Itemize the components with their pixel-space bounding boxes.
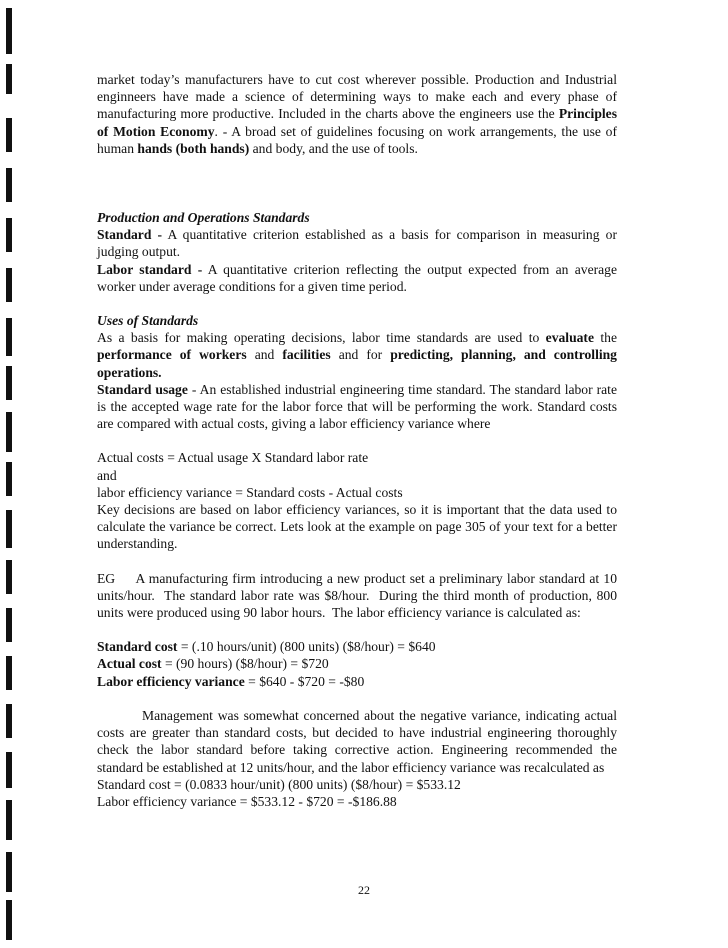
intro-text: . - A broad set of guidelines focusing on work arrangements, the use of human — [97, 123, 617, 156]
example-actual-cost: Actual cost = (90 hours) ($8/hour) = $720 — [97, 656, 329, 672]
example-standard-cost: Standard cost = (.10 hours/unit) (800 units) ($8/hour) = $640 — [97, 639, 436, 655]
formula-actual-costs: Actual costs = Actual usage X Standard labor rate — [97, 450, 369, 466]
standard-usage-definition: Standard usage - An established industrial engineering time standard. The standard labor rate is the accepted wage rate for the labor force that will be performing the work. Standard costs are compared with actual costs, giving a labor efficiency variance where — [97, 381, 617, 432]
standard-term: Standard - — [97, 227, 163, 243]
formula-note: Key decisions are based on labor efficiency variances, so it is important that the data used to calculate the variance be correct. Lets look at the example on page 305 of your text for a better understanding. — [97, 502, 617, 552]
binder-mark — [6, 218, 12, 252]
formula-variance: labor efficiency variance = Standard costs - Actual costs — [97, 484, 403, 500]
binder-mark — [6, 64, 12, 94]
binder-mark — [6, 752, 12, 788]
binder-mark — [6, 318, 12, 356]
binder-mark — [6, 366, 12, 400]
section-heading-uses: Uses of Standards — [97, 313, 199, 329]
formula-and: and — [97, 467, 117, 483]
uses-paragraph: As a basis for making operating decisions, labor time standards are used to evaluate the performance of workers and facilities and for predicting, planning, and controlling operations. — [97, 330, 617, 380]
binder-mark — [6, 900, 12, 940]
intro-text: market today’s manufacturers have to cut cost wherever possible. Production and Industrial enginneers have made a science of determining ways to make each and every phase of manufacturing more productive. Included in the charts above the engineers use the — [97, 72, 617, 122]
binder-mark — [6, 656, 12, 690]
conclusion-paragraph: Management was somewhat concerned about the negative variance, indicating actual costs are greater than standard costs, but decided to have industrial engineering thoroughly check the labor standard before taking corrective action. Engineering recommended the standard be established at 12 units/hour, and the labor efficiency variance was recalculated as — [97, 707, 617, 775]
conclusion-variance: Labor efficiency variance = $533.12 - $720 = -$186.88 — [97, 793, 397, 809]
binder-mark — [6, 168, 12, 202]
example-paragraph: EG A manufacturing firm introducing a new product set a preliminary labor standard at 10 units/hour. The standard labor rate was $8/hour. During the third month of production, 800 units were produced using 90 labor hours. The labor efficiency variance is calculated as: — [97, 570, 621, 621]
text-column — [97, 71, 621, 810]
standard-usage-term: Standard usage — [97, 381, 188, 397]
intro-text: and body, and the use of tools. — [249, 140, 418, 156]
binder-mark — [6, 704, 12, 738]
labor-standard-definition: Labor standard - A quantitative criterion reflecting the output expected from an average worker under average conditions for a given time period. — [97, 261, 617, 294]
binder-mark — [6, 608, 12, 642]
labor-standard-term: Labor standard - — [97, 261, 203, 277]
binder-mark — [6, 412, 12, 452]
binder-mark — [6, 462, 12, 496]
binder-mark — [6, 8, 12, 54]
binder-mark — [6, 510, 12, 548]
binder-mark — [6, 268, 12, 302]
binder-mark — [6, 118, 12, 152]
conclusion-standard-cost: Standard cost = (0.0833 hour/unit) (800 units) ($8/hour) = $533.12 — [97, 776, 461, 792]
both-hands-term: hands (both hands) — [137, 140, 250, 156]
section-heading-standards: Production and Operations Standards — [97, 210, 310, 226]
binder-mark — [6, 800, 12, 840]
example-variance: Labor efficiency variance = $640 - $720 = -$80 — [97, 673, 365, 689]
page-number: 22 — [358, 883, 370, 897]
motion-economy-term: Principles of Motion Economy — [97, 106, 617, 139]
intro-paragraph — [97, 71, 617, 157]
binder-mark — [6, 560, 12, 594]
standard-definition: Standard - A quantitative criterion established as a basis for comparison in measuring or judging output. — [97, 227, 617, 260]
